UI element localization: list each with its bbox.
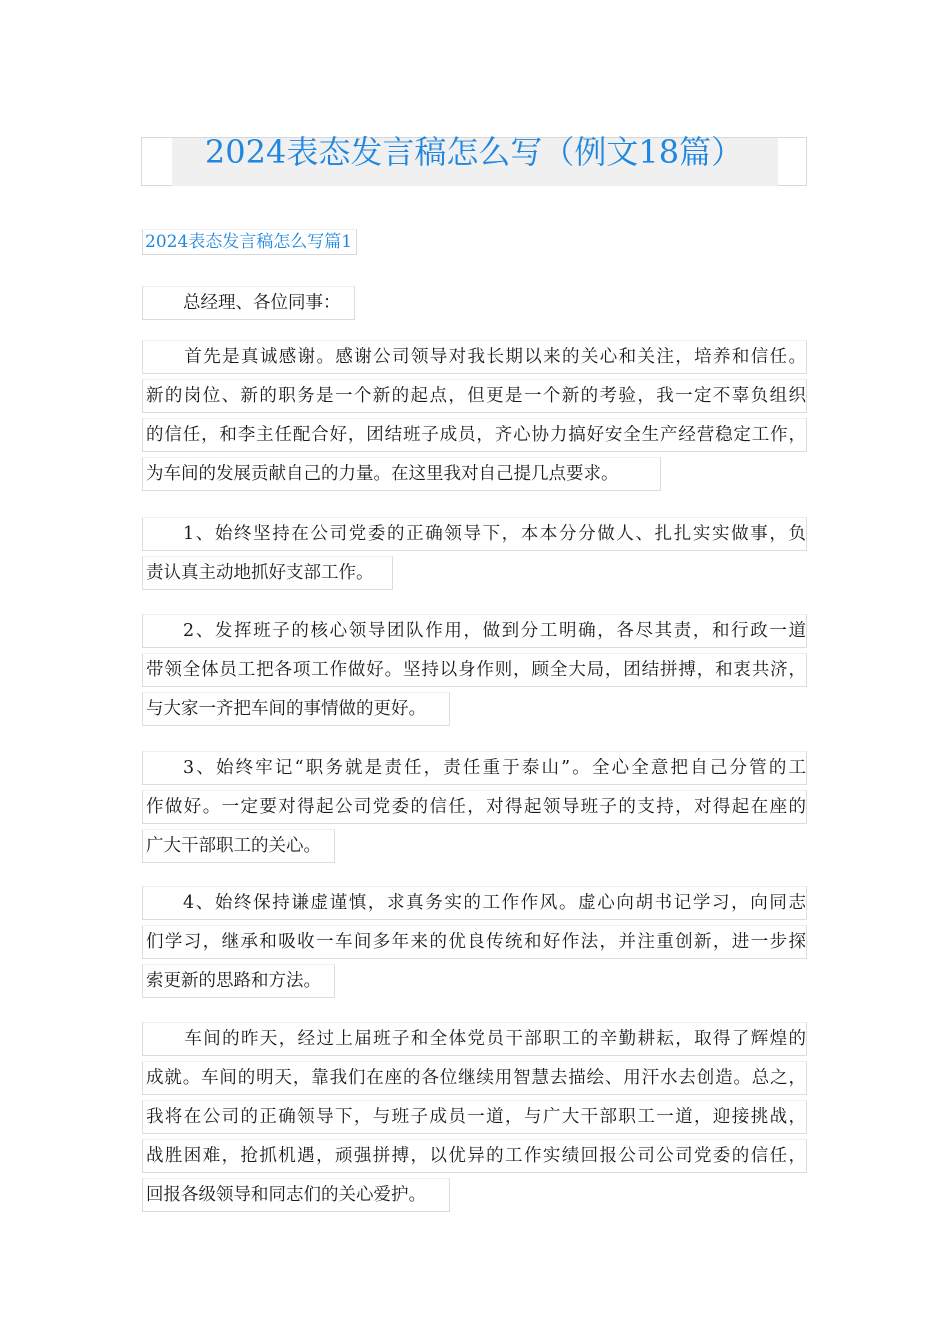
section-heading: 2024表态发言稿怎么写篇1 — [142, 229, 357, 255]
text-line: 2、发挥班子的核心领导团队作用，做到分工明确，各尽其责，和行政一道 — [142, 614, 807, 648]
text-line: 回报各级领导和同志们的关心爱护。 — [142, 1178, 450, 1212]
text-line: 首先是真诚感谢。感谢公司领导对我长期以来的关心和关注，培养和信任。 — [142, 340, 807, 374]
text-line: 总经理、各位同事： — [142, 286, 355, 320]
text-line: 车间的昨天，经过上届班子和全体党员干部职工的辛勤耕耘，取得了辉煌的 — [142, 1022, 807, 1056]
text-line: 责认真主动地抓好支部工作。 — [142, 556, 393, 590]
text-line: 4、始终保持谦虚谨慎，求真务实的工作作风。虚心向胡书记学习，向同志 — [142, 886, 807, 920]
text-line: 我将在公司的正确领导下，与班子成员一道，与广大干部职工一道，迎接挑战， — [142, 1100, 807, 1134]
text-line: 成就。车间的明天，靠我们在座的各位继续用智慧去描绘、用汗水去创造。总之， — [142, 1061, 807, 1095]
text-line: 与大家一齐把车间的事情做的更好。 — [142, 692, 450, 726]
text-line: 作做好。一定要对得起公司党委的信任，对得起领导班子的支持，对得起在座的 — [142, 790, 807, 824]
text-line: 广大干部职工的关心。 — [142, 829, 335, 863]
text-line: 战胜困难，抢抓机遇，顽强拼搏，以优异的工作实绩回报公司公司党委的信任， — [142, 1139, 807, 1173]
title-box — [141, 133, 807, 186]
text-line: 索更新的思路和方法。 — [142, 964, 335, 998]
text-line: 带领全体员工把各项工作做好。坚持以身作则，顾全大局，团结拼搏，和衷共济， — [142, 653, 807, 687]
text-line: 的信任，和李主任配合好，团结班子成员，齐心协力搞好安全生产经营稳定工作， — [142, 418, 807, 452]
text-line: 新的岗位、新的职务是一个新的起点，但更是一个新的考验，我一定不辜负组织 — [142, 379, 807, 413]
page-title: 2024表态发言稿怎么写（例文18篇） — [204, 133, 744, 171]
text-line: 为车间的发展贡献自己的力量。在这里我对自己提几点要求。 — [142, 457, 661, 491]
text-line: 3、始终牢记“职务就是责任，责任重于泰山”。全心全意把自己分管的工 — [142, 751, 807, 785]
text-line: 1、始终坚持在公司党委的正确领导下，本本分分做人、扎扎实实做事，负 — [142, 517, 807, 551]
text-line: 们学习，继承和吸收一车间多年来的优良传统和好作法，并注重创新，进一步探 — [142, 925, 807, 959]
